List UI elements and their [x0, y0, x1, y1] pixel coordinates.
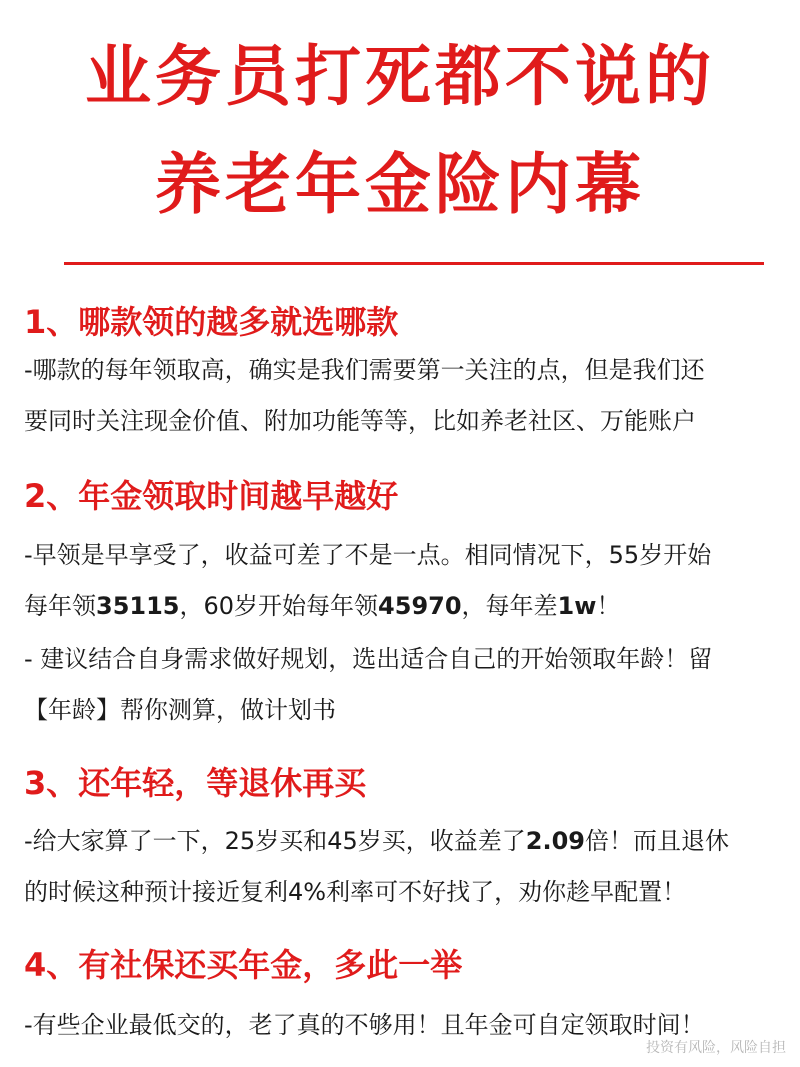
section-1-line-1: -哪款的每年领取高，确实是我们需要第一关注的点，但是我们还: [24, 356, 705, 384]
section-2-heading: 2、年金领取时间越早越好: [24, 477, 399, 515]
section-2-paragraph-2: [24, 634, 784, 736]
section-2-paragraph-1: [24, 530, 784, 632]
section-3-paragraph: [24, 816, 784, 918]
emphasized-figure: 45970: [378, 592, 462, 620]
section-1-heading: 1、哪款领的越多就选哪款: [24, 303, 399, 341]
section-2-line-4: 【年龄】帮你测算，做计划书: [24, 696, 336, 724]
section-1-line-2: 要同时关注现金价值、附加功能等等，比如养老社区、万能账户: [24, 407, 696, 435]
page-title-line-2: 养老年金险内幕: [155, 146, 645, 223]
section-2-line-2: 每年领35115，60岁开始每年领45970，每年差1w！: [24, 592, 621, 620]
emphasized-figure: 1w: [557, 592, 597, 620]
section-3-line-2: 的时候这种预计接近复利4%利率可不好找了，劝你趁早配置！: [24, 878, 687, 906]
section-2-line-1: -早领是早享受了，收益可差了不是一点。相同情况下，55岁开始: [24, 541, 712, 569]
disclaimer-watermark: 投资有风险，风险自担: [646, 1040, 786, 1056]
section-3-heading: 3、还年轻，等退休再买: [24, 764, 367, 802]
section-4-line-1: -有些企业最低交的，老了真的不够用！且年金可自定领取时间！: [24, 1011, 705, 1039]
page-title-line-1: 业务员打死都不说的: [85, 38, 715, 115]
section-1-paragraph: [24, 345, 784, 447]
emphasized-figure: 2.09: [525, 827, 585, 855]
section-2-line-3: - 建议结合自身需求做好规划，选出适合自己的开始领取年龄！留: [24, 645, 713, 673]
emphasized-figure: 35115: [96, 592, 180, 620]
section-4-heading: 4、有社保还买年金，多此一举: [24, 946, 463, 984]
section-3-line-1: -给大家算了一下，25岁买和45岁买，收益差了2.09倍！而且退休: [24, 827, 729, 855]
title-divider: [64, 262, 764, 265]
